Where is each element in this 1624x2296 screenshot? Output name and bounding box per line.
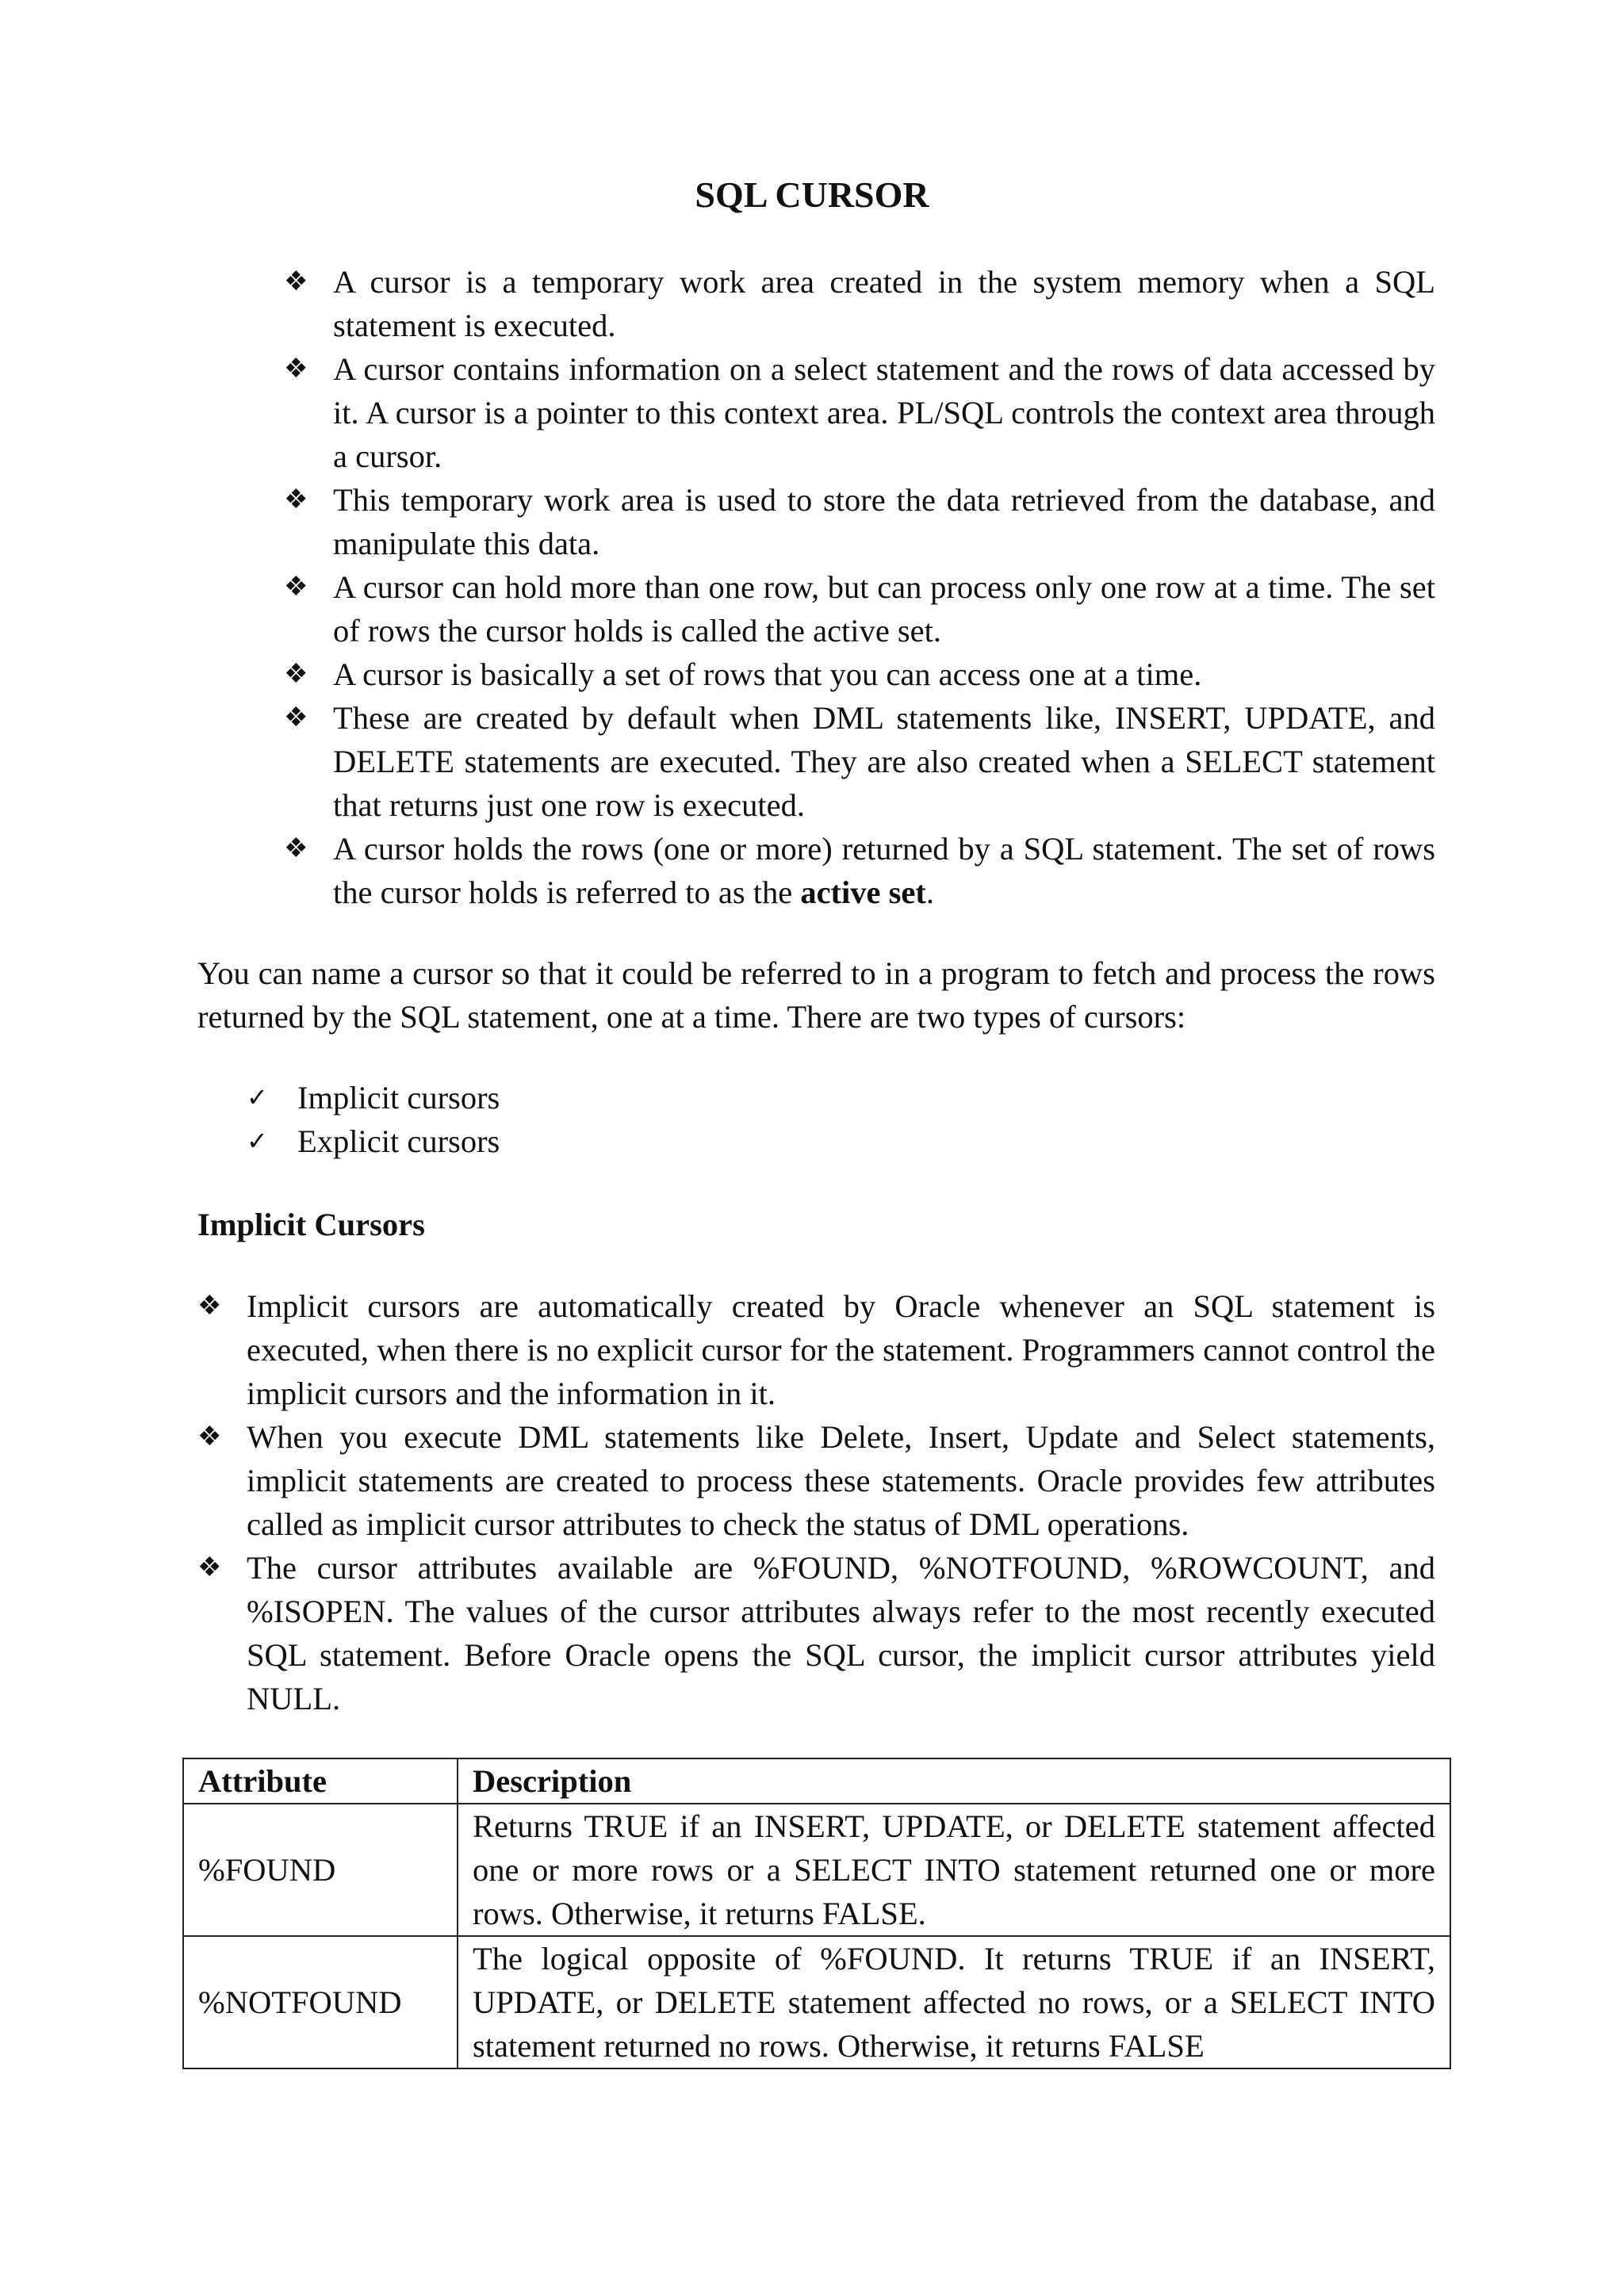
list-item-text: When you execute DML statements like Delete, Insert, Update and Select statements, implicit statements are created to process these statements. Oracle provides few attributes called as implicit cursor attributes to check the status of DML operations.	[247, 1419, 1435, 1542]
attribute-cell: %NOTFOUND	[183, 1936, 458, 2068]
list-item	[197, 1284, 1435, 1415]
list-item	[197, 1546, 1435, 1720]
active-set-term: active set	[800, 874, 926, 910]
list-item	[197, 1415, 1435, 1546]
list-item	[284, 260, 1435, 347]
diamond-bullet-icon: ❖	[197, 1553, 222, 1582]
list-item-text-end: .	[925, 874, 934, 910]
checkmark-icon: ✓	[247, 1082, 268, 1112]
list-item	[284, 478, 1435, 565]
diamond-bullet-icon: ❖	[197, 1422, 222, 1452]
list-item-text: A cursor can hold more than one row, but can process only one row at a time. The set of rows the cursor holds is called the active set.	[333, 569, 1435, 649]
column-header-attribute: Attribute	[183, 1758, 458, 1804]
list-item-text: Explicit cursors	[297, 1123, 500, 1159]
list-item-text: The cursor attributes available are %FOUND, %NOTFOUND, %ROWCOUNT, and %ISOPEN. The values of the cursor attributes always refer to the most recently executed SQL statement. Before Oracle opens the SQL cursor, the implicit cursor attributes yield NULL.	[247, 1550, 1435, 1716]
attribute-cell: %FOUND	[183, 1804, 458, 1936]
table-header-row	[183, 1758, 1450, 1804]
cursor-types-list	[247, 1076, 500, 1163]
intro-bullet-list	[284, 260, 1435, 914]
cursor-types-paragraph: You can name a cursor so that it could be referred to in a program to fetch and process the rows returned by the SQL statement, one at a time. There are two types of cursors:	[197, 955, 1435, 1035]
diamond-bullet-icon: ❖	[284, 267, 308, 297]
section-heading-implicit-cursors: Implicit Cursors	[197, 1207, 425, 1242]
list-item-text: This temporary work area is used to store the data retrieved from the database, and manipulate this data.	[333, 482, 1435, 561]
description-cell: The logical opposite of %FOUND. It returns TRUE if an INSERT, UPDATE, or DELETE statement affected no rows, or a SELECT INTO statement returned no rows. Otherwise, it returns FALSE	[458, 1936, 1450, 2068]
list-item	[247, 1119, 500, 1163]
list-item-text: A cursor is a temporary work area created in the system memory when a SQL statement is executed.	[333, 264, 1435, 343]
list-item	[284, 565, 1435, 652]
list-item-text: Implicit cursors are automatically created by Oracle whenever an SQL statement is executed, when there is no explicit cursor for the statement. Programmers cannot control the implicit cursors and the information in it.	[247, 1288, 1435, 1411]
list-item-text: A cursor contains information on a select statement and the rows of data accessed by it. A cursor is a pointer to this context area. PL/SQL controls the context area through a cursor.	[333, 351, 1435, 474]
list-item	[284, 347, 1435, 478]
table-row	[183, 1804, 1450, 1936]
diamond-bullet-icon: ❖	[197, 1292, 222, 1321]
table-row	[183, 1936, 1450, 2068]
cursor-attributes-table	[182, 1758, 1451, 2069]
description-cell: Returns TRUE if an INSERT, UPDATE, or DELETE statement affected one or more rows or a SELECT INTO statement returned one or more rows. Otherwise, it returns FALSE.	[458, 1804, 1450, 1936]
page-title: SQL CURSOR	[695, 174, 929, 215]
list-item-text: Implicit cursors	[297, 1080, 500, 1115]
list-item	[284, 652, 1435, 696]
implicit-bullet-list	[197, 1284, 1435, 1720]
diamond-bullet-icon: ❖	[284, 485, 308, 515]
list-item	[284, 696, 1435, 827]
diamond-bullet-icon: ❖	[284, 572, 308, 602]
diamond-bullet-icon: ❖	[284, 354, 308, 384]
diamond-bullet-icon: ❖	[284, 703, 308, 733]
diamond-bullet-icon: ❖	[284, 834, 308, 863]
checkmark-icon: ✓	[247, 1126, 268, 1156]
list-item-text: A cursor is basically a set of rows that you can access one at a time.	[333, 656, 1202, 692]
diamond-bullet-icon: ❖	[284, 660, 308, 689]
column-header-description: Description	[458, 1758, 1450, 1804]
list-item-text: These are created by default when DML statements like, INSERT, UPDATE, and DELETE statements are executed. They are also created when a SELECT statement that returns just one row is executed.	[333, 700, 1435, 823]
list-item-text: A cursor holds the rows (one or more) returned by a SQL statement. The set of rows the cursor holds is referred to as the	[333, 831, 1435, 910]
list-item	[284, 827, 1435, 914]
list-item	[247, 1076, 500, 1119]
